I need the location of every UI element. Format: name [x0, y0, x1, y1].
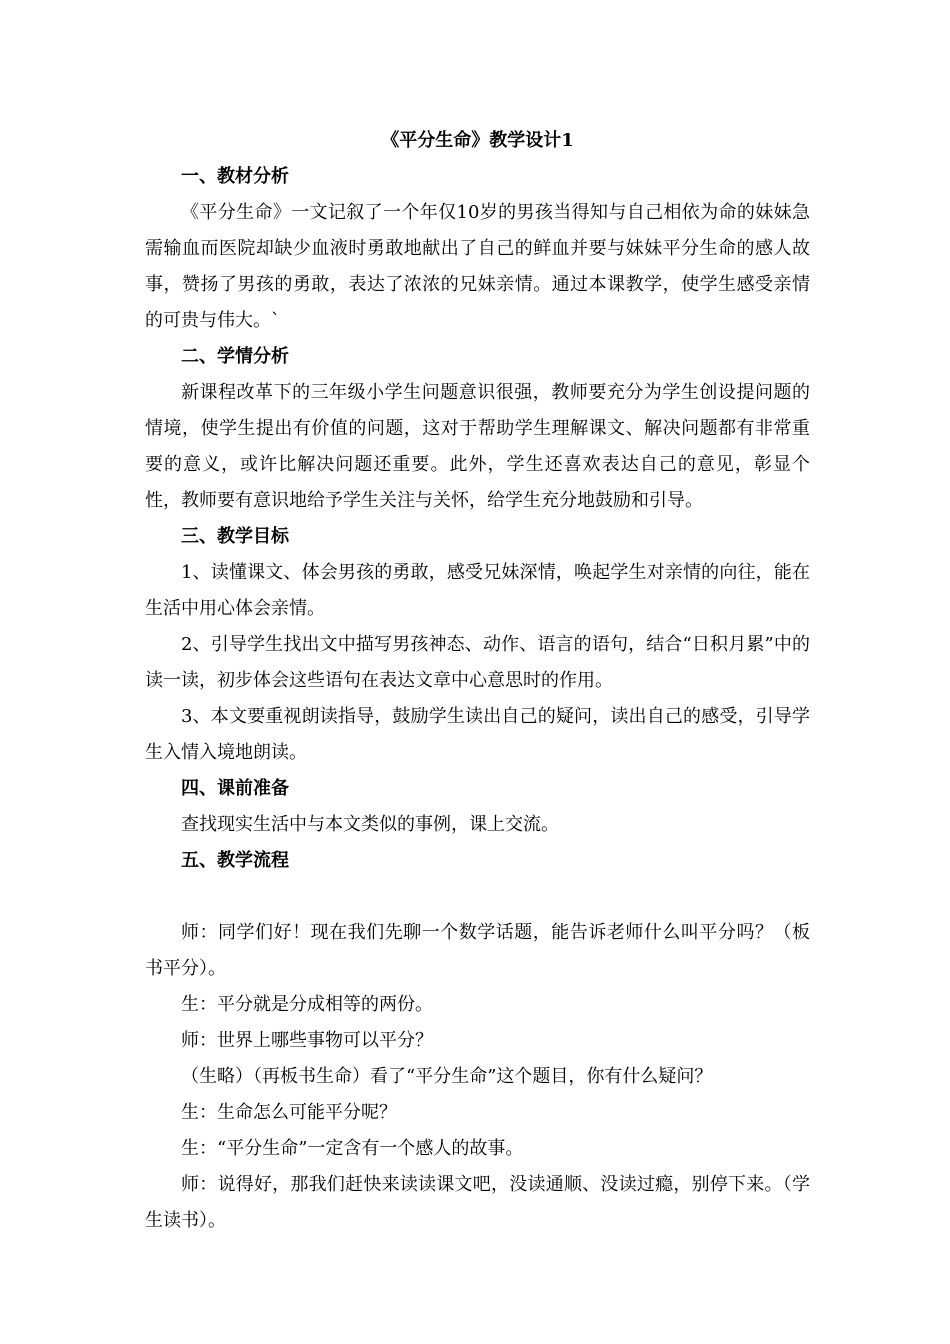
- paragraph-preparation: 查找现实生活中与本文类似的事例，课上交流。: [181, 814, 559, 835]
- blank-line: [145, 879, 810, 915]
- section-heading-teaching-goals: 三、教学目标: [181, 526, 289, 547]
- dialogue-line: 师：说得好，那我们赶快来读读课文吧，没读通顺、没读过瘾，别停下来。（学生读书）。: [145, 1174, 810, 1231]
- dialogue-line: 师：世界上哪些事物可以平分？: [181, 1030, 433, 1051]
- paragraph-goal-2: 2、引导学生找出文中描写男孩神态、动作、语言的语句，结合“日积月累”中的读一读，初步体会这些语句在表达文章中心意思时的作用。: [145, 634, 810, 691]
- paragraph-goal-1: 1、读懂课文、体会男孩的勇敢，感受兄妹深情，唤起学生对亲情的向往，能在生活中用心体会亲情。: [145, 562, 810, 619]
- paragraph-textbook-analysis: 《平分生命》一文记叙了一个年仅10岁的男孩当得知与自己相依为命的妹妹急需输血而医院却缺少血液时勇敢地献出了自己的鲜血并要与妹妹平分生命的感人故事，赞扬了男孩的勇敢，表达了浓浓的兄妹亲情。通过本课教学，使学生感受亲情的可贵与伟大。`: [145, 202, 810, 331]
- section-heading-student-analysis: 二、学情分析: [181, 346, 289, 367]
- section-heading-teaching-process: 五、教学流程: [181, 850, 289, 871]
- section-heading-textbook-analysis: 一、教材分析: [181, 166, 289, 187]
- dialogue-line: 师：同学们好！现在我们先聊一个数学话题，能告诉老师什么叫平分吗？（板书平分）。: [145, 922, 810, 979]
- section-heading-preparation: 四、课前准备: [181, 778, 289, 799]
- paragraph-goal-3: 3、本文要重视朗读指导，鼓励学生读出自己的疑问，读出自己的感受，引导学生入情入境地朗读。: [145, 706, 810, 763]
- dialogue-line: 生：生命怎么可能平分呢？: [181, 1102, 397, 1123]
- dialogue-line: （生略）（再板书生命）看了“平分生命”这个题目，你有什么疑问？: [181, 1066, 713, 1087]
- document-title: 《平分生命》教学设计1: [381, 130, 574, 151]
- document-body: [145, 123, 810, 1239]
- dialogue-line: 生：“平分生命”一定含有一个感人的故事。: [181, 1138, 524, 1159]
- dialogue-line: 生：平分就是分成相等的两份。: [181, 994, 433, 1015]
- paragraph-student-analysis: 新课程改革下的三年级小学生问题意识很强，教师要充分为学生创设提问题的情境，使学生提出有价值的问题，这对于帮助学生理解课文、解决问题都有非常重要的意义，或许比解决问题还重要。此外，学生还喜欢表达自己的意见，彰显个性，教师要有意识地给予学生关注与关怀，给学生充分地鼓励和引导。: [145, 382, 810, 511]
